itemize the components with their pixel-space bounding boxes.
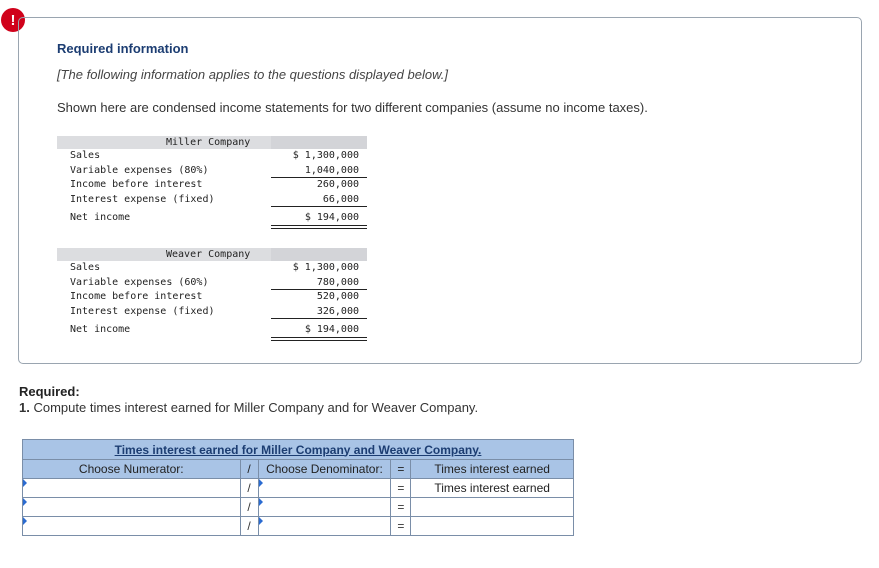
input-marker-icon [23,517,27,525]
row-label: Interest expense (fixed) [70,193,215,205]
divide-sign: / [240,460,258,479]
miller-income-statement [57,136,367,226]
statement-row [57,276,367,291]
company-name: Miller Company [166,137,251,148]
statement-row [57,290,367,305]
statement-row [57,193,367,208]
row-amount: 1,040,000 [304,164,359,176]
input-marker-icon [259,517,263,525]
divide-sign: / [240,479,258,498]
denominator-header: Choose Denominator: [258,460,391,479]
row-amount: 520,000 [316,291,359,302]
row-amount: 260,000 [316,179,359,190]
alert-icon: ! [1,8,25,32]
row-amount: 326,000 [316,305,359,317]
row-label: Income before interest [70,291,203,302]
statement-row [57,149,367,164]
numerator-select[interactable] [23,479,241,498]
row-label: Interest expense (fixed) [70,305,215,317]
row-label: Net income [70,212,131,223]
dropdown-marker-icon [23,479,27,487]
required-info-title: Required information [57,41,189,56]
denominator-input[interactable] [258,517,391,536]
numerator-header: Choose Numerator: [23,460,241,479]
row-label: Sales [70,150,101,161]
row-label: Sales [70,262,101,273]
equals-sign: = [391,460,411,479]
table-row [23,479,574,498]
equals-sign: = [391,479,411,498]
table-row [23,517,574,536]
statement-row [57,178,367,193]
denominator-select[interactable] [258,479,391,498]
numerator-input[interactable] [23,517,241,536]
denominator-input[interactable] [258,498,391,517]
times-interest-earned-table [22,439,574,536]
row-amount: 780,000 [316,276,359,288]
equals-sign: = [391,498,411,517]
divide-sign: / [240,517,258,536]
required-heading: Required: [19,384,80,399]
input-marker-icon [259,498,263,506]
question-text: Compute times interest earned for Miller Company and for Weaver Company. [33,400,479,415]
row-amount: $ 194,000 [304,212,359,223]
weaver-income-statement [57,248,367,338]
input-marker-icon [23,498,27,506]
dropdown-marker-icon [259,479,263,487]
row-label: Income before interest [70,179,203,190]
result-label: Times interest earned [411,479,574,498]
statement-row [57,305,367,320]
statement-row [57,261,367,276]
row-amount: $ 1,300,000 [292,262,359,273]
question-number: 1. [19,400,30,415]
row-amount: 66,000 [322,193,359,205]
row-label: Net income [70,324,131,335]
table-row [23,498,574,517]
result-header: Times interest earned [411,460,574,479]
statement-header [57,136,367,149]
row-amount: $ 1,300,000 [292,150,359,161]
row-label: Variable expenses (80%) [70,164,209,176]
company-name: Weaver Company [166,249,251,260]
row-label: Variable expenses (60%) [70,276,209,288]
statement-header [57,248,367,261]
table-caption: Times interest earned for Miller Company and Weaver Company. [23,440,574,460]
result-cell [411,498,574,517]
result-cell [411,517,574,536]
numerator-input[interactable] [23,498,241,517]
required-question [19,400,478,415]
info-note: [The following information applies to the questions displayed below.] [57,67,448,82]
equals-sign: = [391,517,411,536]
divide-sign: / [240,498,258,517]
info-description: Shown here are condensed income statements for two different companies (assume no income taxes). [57,100,648,115]
statement-row [57,323,367,338]
row-amount: $ 194,000 [304,324,359,335]
statement-row [57,164,367,179]
statement-row [57,211,367,226]
